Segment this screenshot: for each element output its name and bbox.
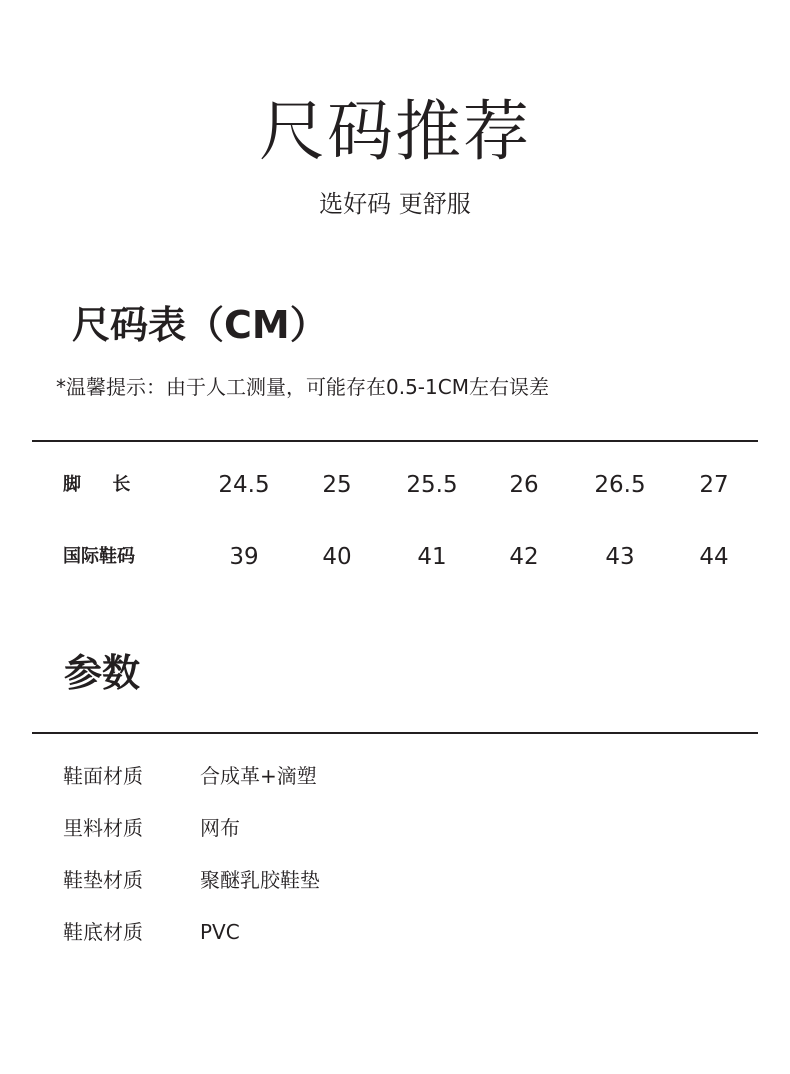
params-title: 参数 bbox=[64, 651, 141, 695]
param-value: 聚醚乳胶鞋垫 bbox=[200, 868, 320, 892]
size-cell: 43 bbox=[605, 544, 635, 570]
param-label: 鞋垫材质 bbox=[63, 868, 143, 892]
size-cell: 25 bbox=[322, 472, 352, 498]
param-value: 合成革+滴塑 bbox=[200, 764, 317, 788]
row-label-international-size: 国际鞋码 bbox=[63, 546, 135, 567]
size-cell: 42 bbox=[509, 544, 539, 570]
row-label-foot-length: 脚 长 bbox=[63, 474, 131, 495]
size-cell: 26 bbox=[509, 472, 539, 498]
size-cell: 24.5 bbox=[218, 472, 270, 498]
page-title: 尺码推荐 bbox=[259, 93, 531, 170]
size-cell: 39 bbox=[229, 544, 259, 570]
size-cell: 27 bbox=[699, 472, 729, 498]
param-value: 网布 bbox=[200, 816, 240, 840]
size-cell: 40 bbox=[322, 544, 352, 570]
param-label: 里料材质 bbox=[63, 816, 143, 840]
measurement-note: *温馨提示：由于人工测量，可能存在0.5-1CM左右误差 bbox=[56, 375, 549, 399]
size-table-divider bbox=[32, 440, 758, 442]
param-label: 鞋底材质 bbox=[63, 920, 143, 944]
param-row bbox=[0, 865, 790, 895]
size-row-international bbox=[0, 540, 790, 574]
params-divider bbox=[32, 732, 758, 734]
page-subtitle: 选好码 更舒服 bbox=[319, 190, 471, 218]
size-cell: 41 bbox=[417, 544, 447, 570]
size-row-foot-length bbox=[0, 468, 790, 502]
param-row bbox=[0, 813, 790, 843]
size-cell: 44 bbox=[699, 544, 729, 570]
size-cell: 25.5 bbox=[406, 472, 458, 498]
param-row bbox=[0, 917, 790, 947]
size-cell: 26.5 bbox=[594, 472, 646, 498]
size-table-title: 尺码表（CM） bbox=[72, 303, 328, 347]
param-value: PVC bbox=[200, 920, 240, 944]
param-label: 鞋面材质 bbox=[63, 764, 143, 788]
param-row bbox=[0, 761, 790, 791]
